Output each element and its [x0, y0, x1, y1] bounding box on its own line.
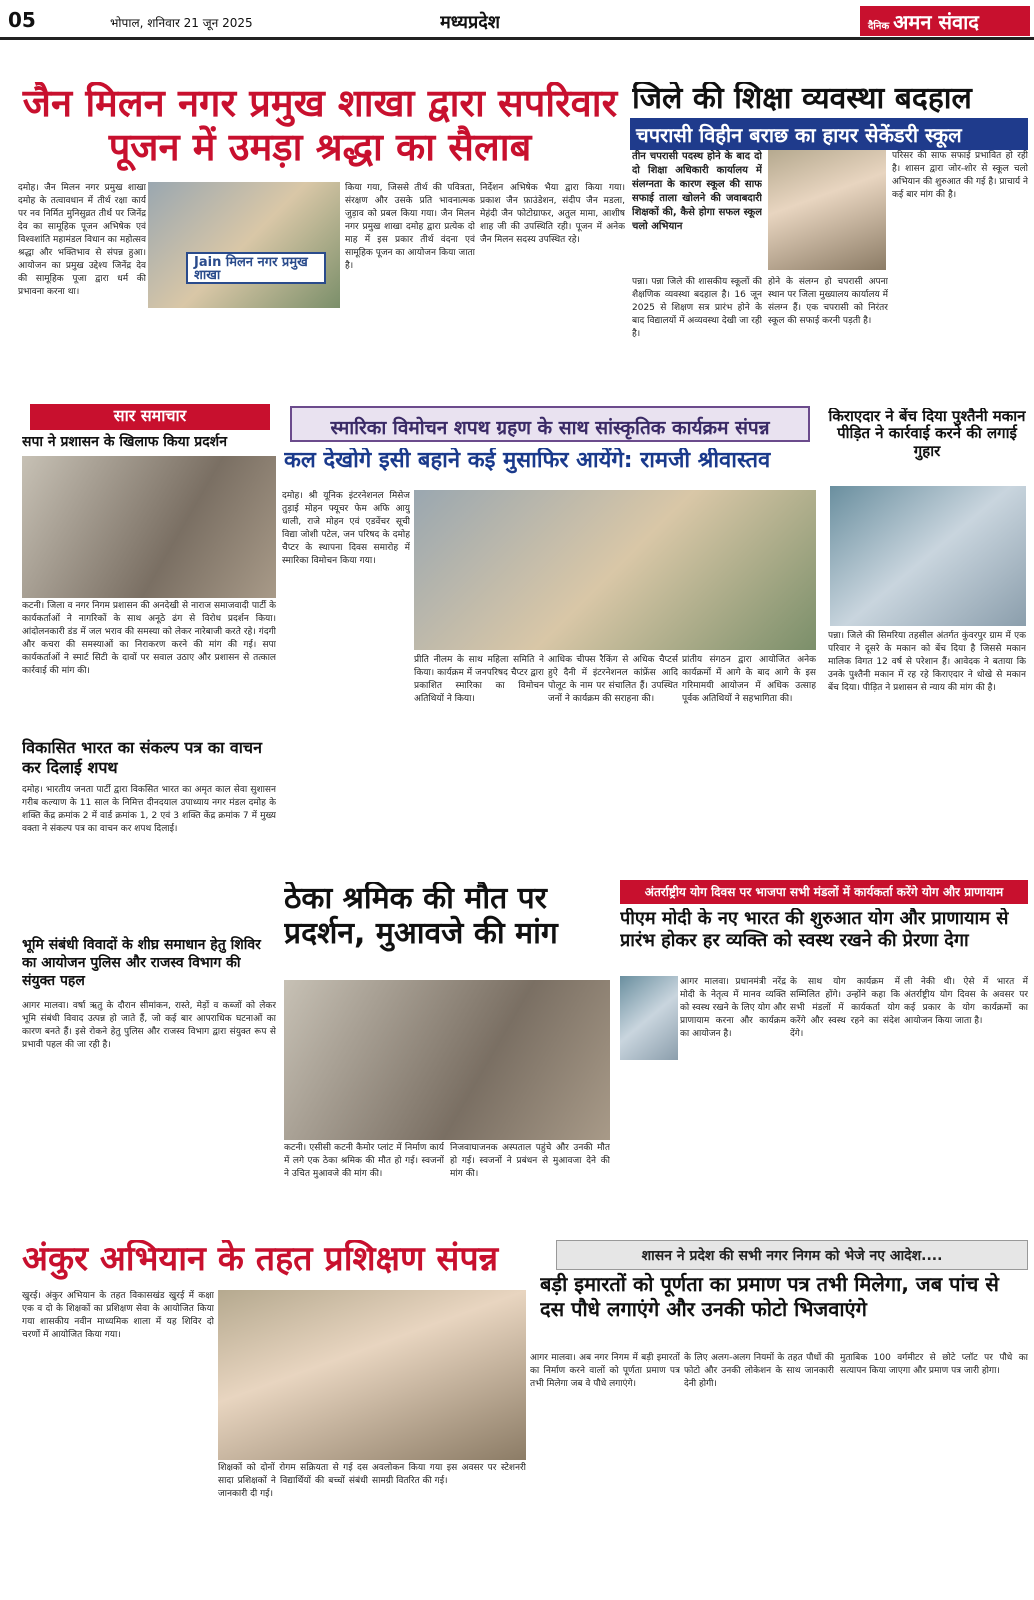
smarika-col3: आधिक चीफ्स रैकिंग से अधिक चैप्टर्स हुऐ दैनी में इंटरनेशनल कांफ्रेंस आदि पोलूट के नाम पर संचालित हैं। उपस्थित जनों ने कार्यक्रम की सराहना की।	[548, 655, 678, 704]
education-col1: पन्ना। पन्ना जिले की शासकीय स्कूलों की शैक्षणिक व्यवस्था बदहाल है। 16 जून 2025 से शिक्षण सत्र प्रारंभ होने के बाद विद्यालयों में अव्यवस्था देखी जा रही है।	[632, 277, 762, 339]
jain-banner: Jain मिलन नगर प्रमुख शाखा	[186, 252, 326, 284]
yoga-photo	[620, 976, 678, 1060]
education-col2: होने के संलग्न हो चपरासी अपना स्थान पर जिला मुख्यालय कार्यालय में संलग्न हैं। एक चपरासी को निरंतर स्कूल की सफाई करनी पड़ती है।	[768, 277, 888, 326]
shasan-col2: के लिए अलग-अलग नियमों के तहत पौधों की फोटो और उनकी लोकेशन के साथ जानकारी देनी होगी।	[684, 1353, 834, 1389]
education-photo	[768, 150, 886, 270]
saar-s1-photo	[22, 456, 276, 598]
jain-photo	[148, 182, 340, 308]
education-headline: जिले की शिक्षा व्यवस्था बदहाल	[632, 82, 972, 116]
saar-s1-head: सपा ने प्रशासन के खिलाफ किया प्रदर्शन	[22, 434, 227, 450]
ankur-col2: शिक्षकों को दोनों रोगम सक्रियता से गई दस सादा प्रशिक्षकों ने विद्यार्थियों की बच्चों संबंधी जानकारी दी गई।	[218, 1463, 368, 1499]
kiraya-body: पन्ना। जिले की सिमरिया तहसील अंतर्गत कुंवरपुर ग्राम में एक परिवार ने दूसरे के मकान को बेंच दिया है जिससे मकान मालिक विगत 12 वर्ष से परेशान हैं। आवेदक ने बताया कि उनके पुश्तैनी मकान में रह रहे किराएदार ने धोखे से मकान बेंच दिया। पीड़ित ने प्रशासन से न्याय की मांग की है।	[828, 631, 1026, 693]
kiraya-headline: किराएदार ने बेंच दिया पुश्तैनी मकान पीड़ित ने कार्रवाई करने की लगाई गुहार	[828, 408, 1026, 460]
smarika-banner: स्मारिका विमोचन शपथ ग्रहण के साथ सांस्कृतिक कार्यक्रम संपन्न	[290, 406, 810, 442]
saar-label: सार समाचार	[30, 404, 270, 430]
saar-s3-head: भूमि संबंधी विवादों के शीघ्र समाधान हेतु शिविर का आयोजन पुलिस और राजस्व विभाग की संयुक्त पहल	[22, 937, 261, 989]
shasan-col1: आगर मालवा। अब नगर निगम में बड़ी इमारतों का निर्माण करने वालों को पूर्णता प्रमाण पत्र तभी मिलेगा जब वे पौधे लगाएंगे।	[530, 1353, 680, 1389]
smarika-col2: प्रीति नीलम के साथ महिला समिति ने किया। कार्यक्रम में जनपरिषद चैप्टर द्वारा प्रकाशित स्मारिका का विमोचन अतिथियों ने किया।	[414, 655, 544, 704]
page-number: 05	[8, 8, 36, 32]
jain-headline: जैन मिलन नगर प्रमुख शाखा द्वारा सपरिवार पूजन में उमड़ा श्रद्धा का सैलाब	[22, 82, 618, 169]
shasan-col3: मुताबिक 100 वर्गमीटर से छोटे प्लॉट पर पौधे का सत्यापन किया जाएगा और प्रमाण पत्र जारी होगा।	[840, 1353, 1028, 1376]
thekashramik-col2: निजवाघाजनक अस्पताल पहुंचे और उनकी मौत हो गई। स्वजनों ने प्रबंधन से मुआवजा देने की मांग की।	[450, 1143, 610, 1179]
brand-logo: दैनिक अमन संवाद	[860, 6, 1030, 36]
yoga-col3: ली नेकी थी। ऐसे में भारत में अंतर्राष्ट्रीय योग दिवस के अवसर पर कई प्रकार के योग कार्यक्रमों का आयोजन किया जाता है।	[904, 977, 1028, 1026]
smarika-photo	[414, 490, 816, 650]
yoga-col2: के साथ योग कार्यक्रम में सम्मिलित होंगे। उन्होंने कहा कि सभी मंडलों में कार्यकर्ता योग करेंगे और स्वस्थ रहने का संदेश देंगे।	[790, 977, 900, 1039]
yoga-col1: आगर मालवा। प्रधानमंत्री नरेंद्र मोदी के नेतृत्व में मानव व्यक्ति को स्वस्थ रखने के लिए योग और प्राणायाम करना और कार्यक्रम का आयोजन है।	[680, 977, 786, 1039]
shasan-graybar: शासन ने प्रदेश की सभी नगर निगम को भेजे नए आदेश....	[556, 1240, 1028, 1270]
thekashramik-headline: ठेका श्रमिक की मौत पर प्रदर्शन, मुआवजे की मांग	[284, 882, 558, 951]
education-col3: परिसर की साफ सफाई प्रभावित हो रही है। शासन द्वारा जोर-शोर से स्कूल चलो अभियान की शुरुआत की गई है। प्राचार्य ने कई बार मांग की है।	[892, 151, 1028, 200]
jain-col1: दमोह। जैन मिलन नगर प्रमुख शाखा दमोह के तत्वावधान में तीर्थ रक्षा कार्य पर नव निर्मित मुनिसुव्रत तीर्थ पर जिनेंद्र देव का सामूहिक पूजन अभिषेक एवं विश्वशांति महामंडल विधान का महोत्सव श्रद्धा और भक्तिभाव से संपन्न हुआ। आयोजन का प्रमुख उद्देश्य जिनेंद्र देव की सामूहिक पूजा द्वारा धर्म की प्रभावना करना था।	[18, 183, 146, 297]
shasan-headline: बड़ी इमारतों को पूर्णता का प्रमाण पत्र तभी मिलेगा, जब पांच से दस पौधे लगाएंगे और उनकी फोटो भिजवाएंगे	[540, 1272, 999, 1321]
smarika-col1: दमोह। श्री यूनिक इंटरनेशनल मिसेज तुड़ाई मोहन फ्यूचर फेम अफि आयु धाली, राजे मोहन एवं एडवेंचर सूची विद्या जोशी पटेल, जन परिषद के दमोह चैप्टर के स्थापना दिवस समारोह में स्मारिका विमोचन किया गया।	[282, 491, 410, 566]
yoga-redbar: अंतर्राष्ट्रीय योग दिवस पर भाजपा सभी मंडलों में कार्यकर्ता करेंगे योग और प्राणायाम	[620, 880, 1028, 904]
masthead	[0, 0, 1034, 40]
jain-col3: निर्देशन अभिषेक भैया द्वारा किया गया। प्रकाश जैन फ़ाउंडेशन, संदीप जैन मडला, मेहंदी जैन फोटोग्राफर, अतुल मामा, आशीष शाह जी की उपस्थिति रही। पूजन में अनेक जैन मिलन सदस्य उपस्थित रहे।	[480, 183, 625, 245]
smarika-headline: कल देखोगे इसी बहाने कई मुसाफिर आयेंगे: रामजी श्रीवास्तव	[284, 448, 771, 473]
section-title: मध्यप्रदेश	[440, 12, 501, 33]
ankur-headline: अंकुर अभियान के तहत प्रशिक्षण संपन्न	[22, 1240, 499, 1279]
yoga-headline: पीएम मोदी के नए भारत की शुरुआत योग और प्राणायाम से प्रारंभ होकर हर व्यक्ति को स्वस्थ रखने की प्रेरणा देगा	[620, 908, 1009, 951]
saar-s1-body: कटनी। जिला व नगर निगम प्रशासन की अनदेखी से नाराज समाजवादी पार्टी के कार्यकर्ताओं ने नागरिकों के साथ अनूठे ढंग से विरोध प्रदर्शन किया। आंदोलनकारी डंड में जल भराव की समस्या को लेकर नारेबाजी करते रहे। गंदगी और कचरा की समस्याओं का निराकरण करने की मांग की गई। सपा कार्यकर्ताओं ने स्मार्ट सिटी के दावों पर सवाल उठाए और प्रशासन से तत्काल कार्रवाई की मांग की।	[22, 601, 276, 676]
kiraya-photo	[830, 486, 1026, 626]
education-lead: तीन चपरासी पदस्थ होने के बाद दो दो शिक्षा अधिकारी कार्यालय में संलग्नता के कारण स्कूल की साफ सफाई ताला खोलने की जवाबदारी शिक्षकों की, कैसे होगा सफल स्कूल चलो अभियान	[632, 151, 762, 232]
smarika-col4: प्रांतीय संगठन द्वारा आयोजित अनेक कार्यक्रमों में आगे के बाद आगे के इस गरिमामयी आयोजन में अधिक उत्साह पूर्वक अतिथियों ने सहभागिता की।	[682, 655, 816, 704]
education-subhead: चपरासी विहीन बराछ का हायर सेकेंडरी स्कूल	[630, 118, 1028, 150]
saar-s3-body: आगर मालवा। वर्षा ऋतु के दौरान सीमांकन, रास्ते, मेड़ों व कब्जों को लेकर भूमि संबंधी विवाद उत्पन्न हो जाते हैं, जो कई बार आपराधिक घटनाओं का कारण बनते हैं। इसे रोकने हेतु पुलिस और राजस्व विभाग द्वारा संयुक्त रूप से प्रभावी पहल की जा रही है।	[22, 1001, 276, 1050]
jain-col2: किया गया, जिससे तीर्थ की पवित्रता, संरक्षण और उसके प्रति भावनात्मक जुड़ाव को प्रबल किया गया। जैन मिलन नगर प्रमुख शाखा दमोह द्वारा प्रत्येक दो माह में इस प्रकार तीर्थ वंदना एवं सामूहिक पूजन का आयोजन किया जाता है।	[345, 183, 475, 271]
ankur-col3: अवलोकन किया गया इस अवसर पर स्टेशनरी सामग्री वितरित की गई।	[372, 1463, 526, 1486]
ankur-col1: खुरई। अंकुर अभियान के तहत विकासखंड खुरई में कक्षा एक व दो के शिक्षकों का प्रशिक्षण सेवा के आयोजित किया गया शासकीय नवीन माध्यमिक शाला में यह शिविर दो चरणों में आयोजित किया गया।	[22, 1291, 214, 1340]
dateline: भोपाल, शनिवार 21 जून 2025	[110, 16, 253, 30]
saar-s2-body: दमोह। भारतीय जनता पार्टी द्वारा विकसित भारत का अमृत काल सेवा सुशासन गरीब कल्याण के 11 साल के निमित्त दीनदयाल उपाध्याय नगर मंडल दमोह के शक्ति केंद्र क्रमांक 2 में वार्ड क्रमांक 1, 2 एवं 3 शक्ति केंद्र क्रमांक 7 में मुख्य वक्ता ने संकल्प पत्र का वाचन कर शपथ दिलाई।	[22, 785, 276, 834]
saar-s2-head: विकासित भारत का संकल्प पत्र का वाचन कर दिलाई शपथ	[22, 738, 262, 777]
ankur-photo	[218, 1290, 526, 1460]
thekashramik-photo	[284, 980, 610, 1140]
thekashramik-col1: कटनी। एसीसी कटनी कैमोर प्लांट में निर्माण कार्य में लगे एक ठेका श्रमिक की मौत हो गई। स्वजनों ने उचित मुआवजे की मांग की।	[284, 1143, 444, 1179]
